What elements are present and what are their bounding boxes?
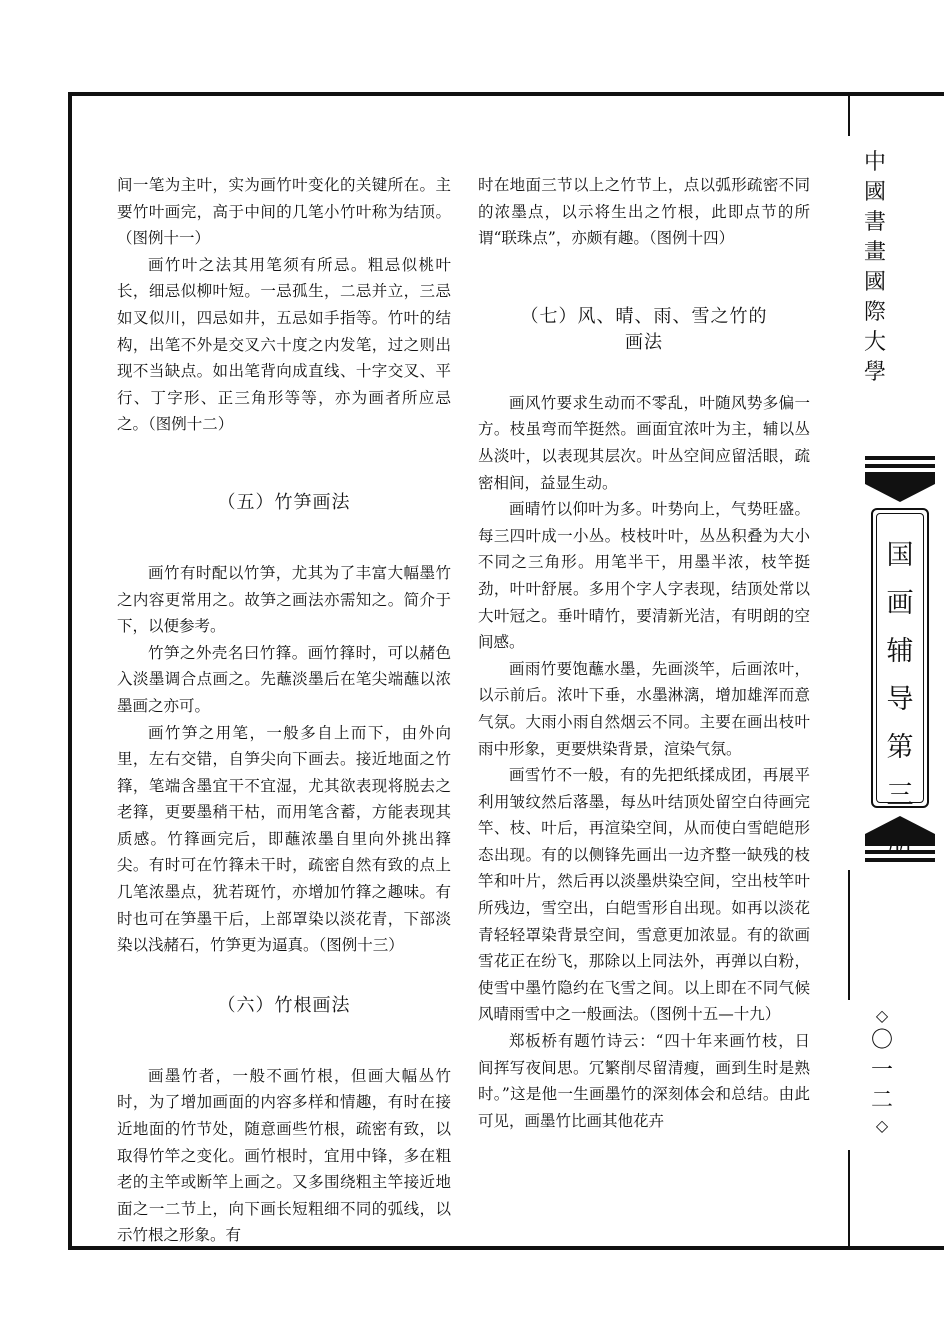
series-char: 學 bbox=[863, 360, 886, 385]
sidebar-rule-middle bbox=[848, 870, 850, 1000]
band-top-2 bbox=[865, 464, 935, 468]
right-paragraph-3: 画晴竹以仰叶为多。叶势向上，气势旺盛。每三四叶成一小丛。枝枝叶叶，丛丛积叠为大小不同之三角形。用笔半干，用墨半浓，枝竿挺劲，叶叶舒展。多用个字人字表现，结顶处常以大叶冠之。垂叶晴竹，要清新光洁，有明朗的空间感。 bbox=[478, 500, 810, 652]
sidebar-rule-top bbox=[848, 96, 850, 136]
page-number-vertical bbox=[864, 1006, 900, 1136]
left-paragraph-1: 间一笔为主叶，实为画竹叶变化的关键所在。主要竹叶画完，高于中间的几笔小竹叶称为结顶。（图例十一） bbox=[117, 176, 451, 248]
bottom-chevron-ornament bbox=[865, 816, 935, 846]
series-char: 中 bbox=[863, 150, 886, 175]
page-number-char: 一 bbox=[870, 1058, 893, 1083]
page-number-char: 二 bbox=[870, 1088, 893, 1113]
diamond-icon: ◇ bbox=[875, 1006, 889, 1025]
right-paragraph-4: 画雨竹要饱蘸水墨，先画淡竿，后画浓叶，以示前后。浓叶下垂，水墨淋漓，增加雄浑而意气氛。大雨小雨自然烟云不同。主要在画出枝叶雨中形象，更要烘染背景，渲染气氛。 bbox=[478, 659, 810, 758]
series-char: 國 bbox=[863, 270, 886, 295]
left-paragraph-4: 竹笋之外壳名曰竹箨。画竹箨时，可以赭色入淡墨调合点画之。先蘸淡墨后在笔尖端蘸以浓墨画之亦可。 bbox=[117, 643, 451, 715]
right-paragraph-5: 画雪竹不一般，有的先把纸揉成团，再展平利用皱纹然后落墨，每丛叶结顶处留空白待画完竿、枝、叶后，再渲染空间，从而使白雪皑皑形态出现。有的以侧锋先画出一边齐整一缺残的枝竿和叶片，然后再以淡墨烘染空间，空出枝竿叶所残边，雪空出，白皑雪形自出现。如再以淡花青轻轻罩染背景空间，雪意更加浓显。有的欲画雪花正在纷飞，那除以上同法外，再弹以白粉，使雪中墨竹隐约在飞雪之间。以上即在不同气候风晴雨雪中之一般画法。（图例十五—十九） bbox=[478, 766, 810, 1024]
diamond-icon: ◇ bbox=[875, 1116, 889, 1135]
right-text-column bbox=[478, 172, 810, 1134]
book-title-char: 国 bbox=[886, 540, 914, 571]
right-paragraph-1: 时在地面三节以上之竹节上，点以弧形疏密不同的浓墨点，以示将生出之竹根，此即点节的所谓“联珠点”，亦颇有趣。（图例十四） bbox=[478, 176, 810, 248]
band-bottom-2 bbox=[865, 858, 935, 862]
book-title-char: 辅 bbox=[886, 636, 914, 667]
series-title-vertical bbox=[860, 148, 890, 388]
left-paragraph-3: 画竹有时配以竹笋，尤其为了丰富大幅墨竹之内容更常用之。故笋之画法亦需知之。简介于下，以便参考。 bbox=[117, 563, 451, 636]
band-bottom-1 bbox=[865, 850, 935, 854]
sidebar-rule-bottom bbox=[848, 1150, 850, 1246]
section-heading-5: （五）竹笋画法 bbox=[217, 491, 351, 513]
left-paragraph-6: 画墨竹者，一般不画竹根，但画大幅丛竹时，为了增加画面的内容多样和情趣，有时在接近地面的竹节处，随意画些竹根，疏密有致，以取得竹竿之变化。画竹根时，宜用中锋，多在粗老的主竿或断竿上画之。又多围绕粗主竿接近地面之一二节上，向下画长短粗细不同的弧线，以示竹根之形象。有 bbox=[117, 1066, 451, 1245]
left-text-column bbox=[117, 172, 451, 1249]
section-heading-7-line1: （七）风、晴、雨、雪之竹的 bbox=[520, 305, 768, 327]
book-title-char: 画 bbox=[886, 588, 914, 619]
left-paragraph-5: 画竹笋之用笔，一般多自上而下，由外向里，左右交错，自笋尖向下画去。接近地面之竹箨，笔端含墨宜干不宜湿，尤其欲表现将脱去之老箨，更要墨稍干枯，而用笔含蓄，方能表现其质感。竹箨画完后，即蘸浓墨自里向外挑出箨尖。有时可在竹箨未干时，疏密自然有致的点上几笔浓墨点，犹若斑竹，亦增加竹箨之趣味。有时也可在笋墨干后，上部罩染以淡花青，下部淡染以浅赭石，竹笋更为逼真。（图例十三） bbox=[117, 723, 451, 955]
series-char: 畫 bbox=[863, 240, 886, 265]
section-heading-7-line2: 画法 bbox=[625, 331, 663, 353]
band-top-1 bbox=[865, 456, 935, 460]
page-number-char: 〇 bbox=[870, 1028, 893, 1053]
book-title-char: 第 bbox=[886, 732, 914, 763]
section-heading-6: （六）竹根画法 bbox=[217, 994, 351, 1016]
top-chevron-ornament bbox=[865, 472, 935, 502]
book-title-char: 三 bbox=[886, 780, 914, 811]
series-char: 際 bbox=[863, 300, 886, 325]
book-title-char: 导 bbox=[886, 684, 914, 715]
left-paragraph-2: 画竹叶之法其用笔须有所忌。粗忌似桃叶长，细忌似柳叶短。一忌孤生，二忌并立，三忌如叉似川，四忌如井，五忌如手指等。竹叶的结构，出笔不外是交叉六十度之内发笔，过之则出现不当缺点。如出笔背向成直线、十字交叉、平行、丁字形、正三角形等等，亦为画者所应忌之。（图例十二） bbox=[117, 255, 451, 434]
series-char: 大 bbox=[863, 330, 886, 355]
book-title-panel bbox=[871, 508, 929, 811]
series-char: 書 bbox=[863, 210, 886, 235]
right-paragraph-6: 郑板桥有题竹诗云：“四十年来画竹枝，日间挥写夜间思。冗繁削尽留清瘦，画到生时是熟时。”这是他一生画墨竹的深刻体会和总结。由此可见，画墨竹比画其他花卉 bbox=[478, 1032, 810, 1130]
series-char: 國 bbox=[863, 180, 886, 205]
right-paragraph-2: 画风竹要求生动而不零乱，叶随风势多偏一方。枝虽弯而竿挺然。画面宜浓叶为主，辅以丛丛淡叶，以表现其层次。叶丛空间应留活眼，疏密相间，益显生动。 bbox=[478, 393, 810, 492]
book-title-block bbox=[865, 456, 945, 876]
